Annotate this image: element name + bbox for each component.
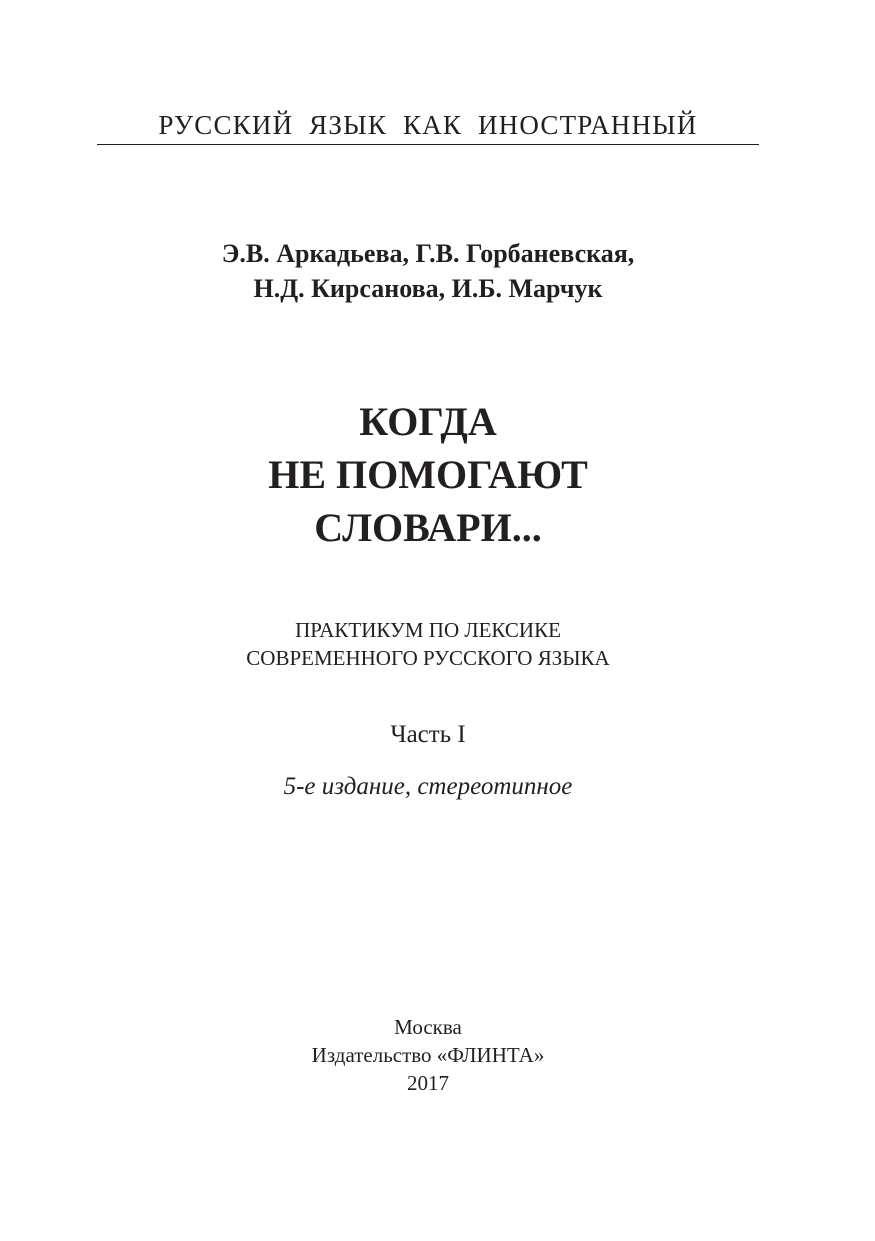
authors-line: Н.Д. Кирсанова, И.Б. Марчук [253, 274, 603, 303]
series-divider [97, 144, 759, 145]
book-title-line: СЛОВАРИ... [314, 505, 542, 550]
part-label: Часть I [390, 721, 466, 748]
imprint-year: 2017 [407, 1071, 449, 1095]
subtitle-line: СОВРЕМЕННОГО РУССКОГО ЯЗЫКА [246, 646, 610, 670]
book-title-line: КОГДА [359, 399, 497, 444]
subtitle-line: ПРАКТИКУМ ПО ЛЕКСИКЕ [295, 618, 561, 642]
authors [97, 236, 759, 306]
book-title [97, 395, 759, 554]
book-title-line: НЕ ПОМОГАЮТ [268, 452, 588, 497]
book-subtitle [97, 616, 759, 672]
imprint [97, 1013, 759, 1097]
imprint-publisher: Издательство «ФЛИНТА» [311, 1043, 545, 1067]
authors-line: Э.В. Аркадьева, Г.В. Горбаневская, [221, 239, 635, 268]
series-title: РУССКИЙ ЯЗЫК КАК ИНОСТРАННЫЙ [158, 110, 698, 140]
imprint-city: Москва [394, 1015, 462, 1039]
edition-label: 5-е издание, стереотипное [283, 773, 573, 800]
